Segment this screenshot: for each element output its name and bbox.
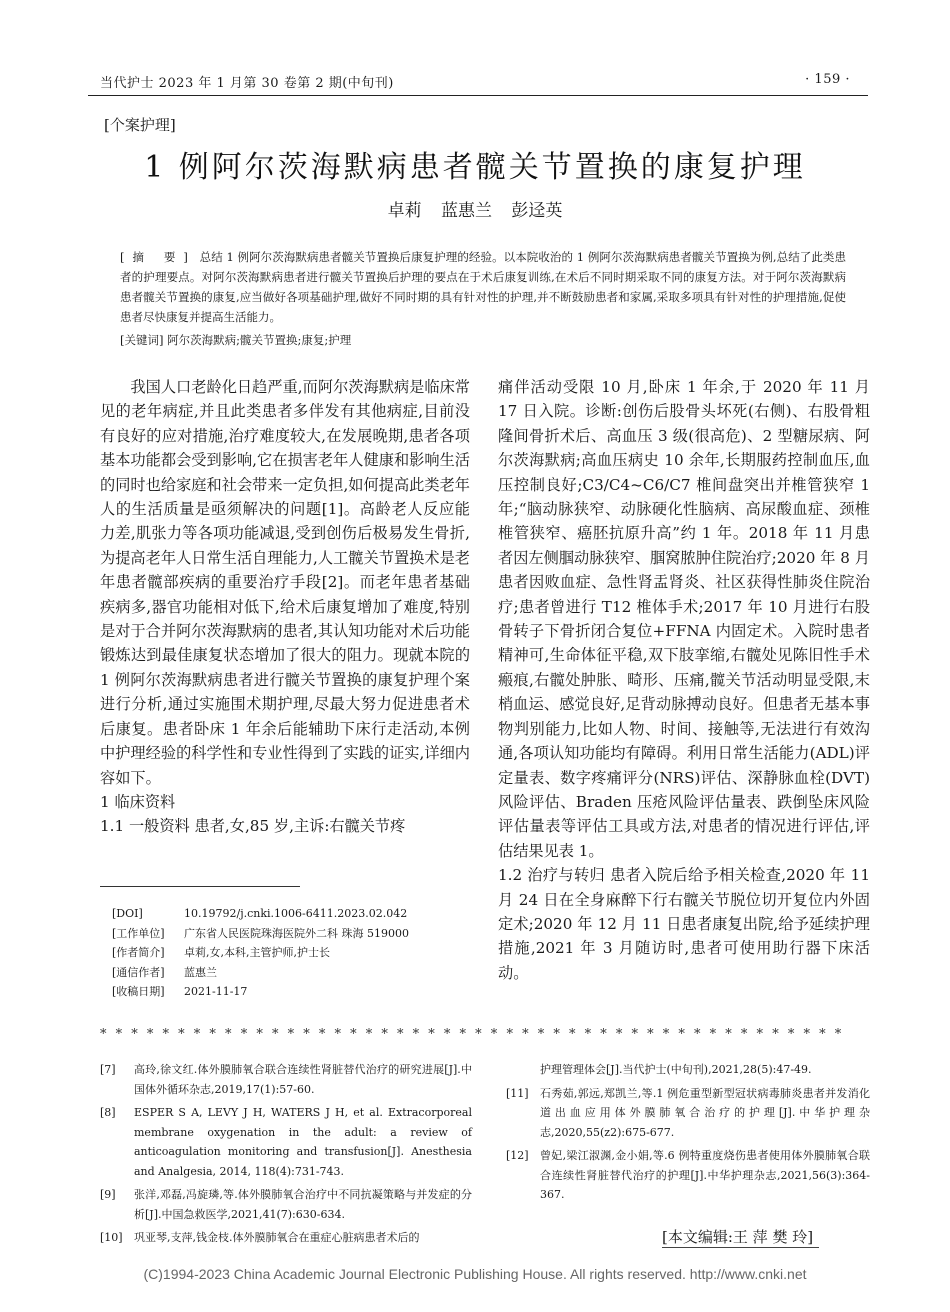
reference-continuation: 护理管理体会[J].当代护士(中旬刊),2021,28(5):47-49. [540,1063,812,1076]
keywords-text: 阿尔茨海默病;髋关节置换;康复;护理 [167,333,352,347]
intro-paragraph: 我国人口老龄化日趋严重,而阿尔茨海默病是临床常见的老年病症,并且此类患者多伴发有其他病症,目前没有良好的应对措施,治疗难度较大,在发展晚期,患者各项基本功能都会受到影响,它在损害老年人健康和影响生活的同时也给家庭和社会带来一定负担,如何提高此类老年人的生活质量是亟须解决的问题[1]。高龄老人反应能力差,肌张力等各项功能减退,受到创伤后极易发生骨折,为提高老年人日常生活自理能力,人工髋关节置换术是老年患者髋部疾病的重要治疗手段[2]。而老年患者基础疾病多,器官功能相对低下,给术后康复增加了难度,特别是对于合并阿尔茨海默病的患者,其认知功能对术后功能锻炼达到最佳康复状态增加了很大的阻力。现就本院的 1 例阿尔茨海默病患者进行髋关节置换的康复护理个案进行分析,通过实施围术期护理,尽最大努力促进患者术后康复。患者卧床 1 年余后能辅助下床行走活动,本例中护理经验的科学性和专业性得到了实践的证实,详细内容如下。 [100,378,470,787]
footnote-author-bio: [作者简介] 卓莉,女,本科,主管护师,护士长 [112,946,330,959]
body-column-right [498,375,870,985]
editor-credit: [本文编辑:王 萍 樊 玲] [662,1226,819,1248]
reference-item: [11] 石秀茹,郭远,郑凯兰,等.1 例危重型新型冠状病毒肺炎患者并发消化道出血应用体外膜肺氧合治疗的护理[J].中华护理杂志,2020,55(z2):675-677. [506,1086,870,1139]
reference-item: [7] 高玲,徐文红.体外膜肺氧合联合连续性肾脏替代治疗的研究进展[J].中国体外循环杂志,2019,17(1):57-60. [100,1063,472,1096]
keywords-label: [关键词] [120,333,164,347]
article-footnotes [112,904,409,1002]
references-left [100,1060,472,1252]
references-right [506,1060,870,1209]
abstract [120,247,846,327]
body-column-left [100,375,470,839]
copyright-notice: (C)1994-2023 China Academic Journal Electronic Publishing House. All rights reserved. http://www.cnki.net [143,1266,807,1282]
footnote-received-date: [收稿日期] 2021-11-17 [112,985,248,998]
page-number: · 159 · [805,72,850,87]
reference-item: [10] 巩亚琴,支萍,钱金枝.体外膜肺氧合在重症心脏病患者术后的 [100,1231,420,1244]
footnote-corresponding-author: [通信作者] 蓝惠兰 [112,965,217,979]
footnote-rule [100,886,300,887]
header-rule [88,95,868,96]
reference-item: [9] 张洋,邓磊,冯旋璘,等.体外膜肺氧合治疗中不同抗凝策略与并发症的分析[J].中国急救医学,2021,41(7):630-634. [100,1188,472,1221]
reference-item: [12] 曾妃,梁江淑渊,金小娟,等.6 例特重度烧伤患者使用体外膜肺氧合联合连续性肾脏替代治疗的护理[J].中华护理杂志,2021,56(3):364-367. [506,1149,870,1201]
general-data-paragraph: 1.1 一般资料 患者,女,85 岁,主诉:右髋关节疼 [100,817,406,836]
footnote-affiliation: [工作单位] 广东省人民医院珠海医院外二科 珠海 519000 [112,926,409,940]
abstract-text: 总结 1 例阿尔茨海默病患者髋关节置换后康复护理的经验。以本院收治的 1 例阿尔茨海默病患者髋关节置换为例,总结了此类患者的护理要点。对阿尔茨海默病患者进行髋关节置换后护理的要点在于术后康复训练,在术后不同时期采取不同的康复方法。对于阿尔茨海默病患者髋关节置换的康复,应当做好各项基础护理,做好不同时期的具有针对性的护理,并不断鼓励患者和家属,采取多项具有针对性的护理措施,促使患者尽快康复并提高生活能力。 [120,250,846,324]
treatment-outcome-paragraph: 1.2 治疗与转归 患者入院后给予相关检查,2020 年 11 月 24 日在全身麻醉下行右髋关节脱位切开复位内外固定术;2020 年 12 月 11 日患者康复出院,给予延续护理措施,2021 年 3 月随访时,患者可使用助行器下床活动。 [498,866,870,982]
case-history-paragraph: 痛伴活动受限 10 月,卧床 1 年余,于 2020 年 11 月 17 日入院。诊断:创伤后股骨头坏死(右侧)、右股骨粗隆间骨折术后、高血压 3 级(很高危)、2 型糖尿病、阿尔茨海默病;高血压病史 10 余年,长期服药控制血压,血压控制良好;C3/C4~C6/C7 椎间盘突出并椎管狭窄 1 年;“脑动脉狭窄、动脉硬化性脑病、高尿酸血症、颈椎椎管狭窄、癌胚抗原升高”约 1 年。2018 年 11 月患者因左侧腘动脉狭窄、腘窝脓肿住院治疗;2020 年 8 月患者因败血症、急性肾盂肾炎、社区获得性肺炎住院治疗;患者曾进行 T12 椎体手术;2017 年 10 月进行右股骨转子下骨折闭合复位+FFNA 内固定术。入院时患者精神可,生命体征平稳,双下肢挛缩,右髋处见陈旧性手术瘢痕,右髋处肿胀、畸形、压痛,髋关节活动明显受限,末梢血运、感觉良好,足背动脉搏动良好。但患者无基本事物判别能力,比如人物、时间、接触等,无法进行有效沟通,各项认知功能均有障碍。利用日常生活能力(ADL)评定量表、数字疼痛评分(NRS)评估、深静脉血栓(DVT)风险评估、Braden 压疮风险评估量表、跌倒坠床风险评估量表等评估工具或方法,对患者的情况进行评估,评估结果见表 1。 [498,378,870,860]
footnote-doi: [DOI] 10.19792/j.cnki.1006-6411.2023.02.042 [112,907,408,920]
article-separator: * * * * * * * * * * * * * * * * * * * * * * * * * * * * * * * * * * * * * * * * * * * * * * * * [100,1027,844,1042]
keywords [120,330,846,350]
abstract-label: [摘 要] [120,250,196,264]
section-heading-clinical-data: 1 临床资料 [100,792,176,811]
author-list: 卓莉 蓝惠兰 彭迳英 [387,201,563,221]
article-title: 1 例阿尔茨海默病患者髋关节置换的康复护理 [144,150,806,185]
section-tag: [个案护理] [104,116,176,134]
journal-header: 当代护士 2023 年 1 月第 30 卷第 2 期(中旬刊) [100,76,394,91]
reference-item: [8] ESPER S A, LEVY J H, WATERS J H, et al. Extracorporeal membrane oxygenation in the adult: a review of anticoagulation monitoring and transfusion[J]. Anesthesia and Analgesia, 2014, 118(4):731-743. [100,1106,472,1178]
